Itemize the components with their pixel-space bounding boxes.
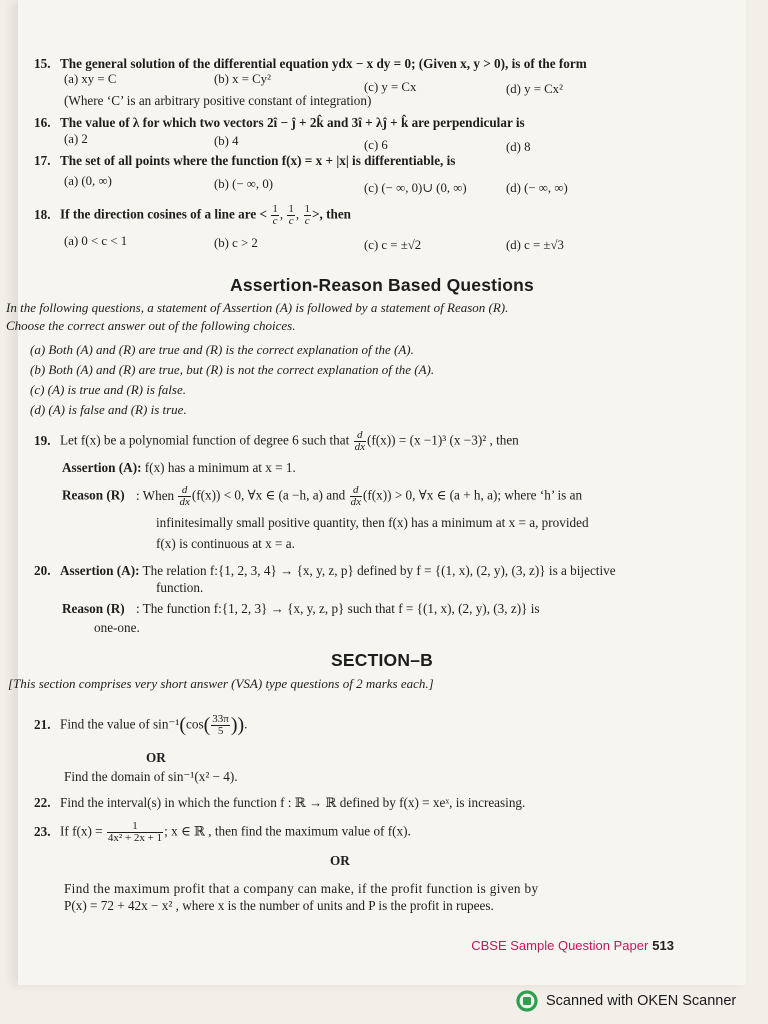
or-label: OR xyxy=(330,853,350,868)
page-number: 513 xyxy=(652,938,674,953)
question-text: The set of all points where the function f(x) = x + |x| is differentiable, is xyxy=(60,153,456,168)
question-text: The value of λ for which two vectors 2î − ĵ + 2k̂ and 3î + λĵ + k̂ are perpendicular is xyxy=(60,115,525,130)
assertion-text: f(x) has a minimum at x = 1. xyxy=(144,460,296,475)
option-d: (d) (− ∞, ∞) xyxy=(506,181,568,195)
derivative-operator: $\frac{d}{dx}$ xyxy=(179,484,190,508)
section-b-heading: SECTION–B xyxy=(331,650,433,670)
option-c: (c) 6 xyxy=(364,138,388,152)
document-page xyxy=(6,0,746,985)
option-d: (d) c = ±√3 xyxy=(506,238,564,252)
derivative-operator: $\frac{d}{dx}$ xyxy=(354,429,365,453)
choice-c: (c) (A) is true and (R) is false. xyxy=(30,382,186,397)
reason-text: (f(x)) < 0, ∀x ∈ (a −h, a) and xyxy=(191,487,346,503)
question-note: (Where ‘C’ is an arbitrary positive constant of integration) xyxy=(64,93,372,108)
option-b: (b) 4 xyxy=(214,134,239,148)
question-18: 18. If the direction cosines of a line are < $\frac{1}{c}$ , $\frac{1}{c}$ , $\frac{1}{c}$ >, then xyxy=(34,203,352,227)
option-d: (d) 8 xyxy=(506,140,531,154)
question-text-start: If the direction cosines of a line are < xyxy=(60,206,268,222)
question-21: 21. Find the value of sin⁻¹(cos( $\frac{33\pi}{5}$ )). xyxy=(34,713,248,737)
scanner-text: Scanned with OKEN Scanner xyxy=(546,993,737,1009)
choice-a: (a) Both (A) and (R) are true and (R) is the correct explanation of the (A). xyxy=(30,342,414,357)
option-b: (b) (− ∞, 0) xyxy=(214,177,273,191)
choice-b: (b) Both (A) and (R) are true, but (R) is not the correct explanation of the (A). xyxy=(30,362,435,377)
instruction-line-2: Choose the correct answer out of the following choices. xyxy=(6,318,296,333)
reason-label: Reason (R) xyxy=(62,487,125,503)
question-text: Find the interval(s) in which the function f : ℝ → ℝ defined by f(x) = xeˣ, is increasing. xyxy=(60,795,526,810)
fraction-1-over-c: $\frac{1}{c}$ xyxy=(272,203,278,227)
page-footer xyxy=(471,938,674,953)
question-number: 15. xyxy=(34,56,51,71)
option-a: (a) (0, ∞) xyxy=(64,174,112,188)
option-c: (c) c = ±√2 xyxy=(364,238,422,252)
question-text: The general solution of the differential equation ydx − x dy = 0; (Given x, y > 0), is of the form xyxy=(60,56,587,71)
oken-scanner-logo-icon xyxy=(516,990,538,1012)
question-number: 18. xyxy=(34,206,51,222)
reason-label: Reason (R) xyxy=(62,601,125,616)
question-number: 16. xyxy=(34,115,51,130)
question-number: 23. xyxy=(34,823,51,839)
reason-19-line-3: f(x) is continuous at x = a. xyxy=(156,536,295,551)
reason-19-line-1 xyxy=(62,485,582,508)
footer-label: CBSE Sample Question Paper xyxy=(471,938,649,953)
question-19 xyxy=(34,430,519,453)
fraction-33pi-over-5: $\frac{33\pi}{5}$ xyxy=(212,713,229,737)
reason-text: : The function f:{1, 2, 3} → {x, y, z, p} such that f = {(1, x), (2, y), (3, z)} is xyxy=(135,601,540,616)
question-15 xyxy=(34,55,587,72)
question-text-start: Let f(x) be a polynomial function of degree 6 such that xyxy=(60,432,350,448)
choice-d: (d) (A) is false and (R) is true. xyxy=(30,402,187,417)
question-23 xyxy=(34,821,411,844)
option-b: (b) c > 2 xyxy=(214,236,258,250)
fraction-1-over-c: $\frac{1}{c}$ xyxy=(304,203,310,227)
option-c: (c) (− ∞, 0)∪ (0, ∞) xyxy=(364,181,467,195)
option-b: (b) x = Cy² xyxy=(214,72,271,86)
question-text-end: ; x ∈ ℝ , then find the maximum value of f(x). xyxy=(164,823,411,839)
instruction-line-1: In the following questions, a statement of Assertion (A) is followed by a statement of Reason (R). xyxy=(6,300,509,315)
fraction-quadratic: $\frac{1}{\text{4x² + 2x + 1}}$ xyxy=(107,820,163,844)
reason-20-line-2: one-one. xyxy=(94,620,140,635)
option-d: (d) y = Cx² xyxy=(506,82,563,96)
question-16 xyxy=(34,114,525,131)
reason-text: : When xyxy=(135,487,175,503)
section-b-instruction: [This section comprises very short answer (VSA) type questions of 2 marks each.] xyxy=(8,676,434,691)
question-number: 19. xyxy=(34,432,51,448)
assertion-text: The relation f:{1, 2, 3, 4} → {x, y, z, p} defined by f = {(1, x), (2, y), (3, z)} is a bijective xyxy=(142,563,616,578)
scanner-watermark xyxy=(516,990,736,1012)
question-number: 21. xyxy=(34,716,51,732)
assertion-label: Assertion (A): xyxy=(62,460,142,475)
assertion-20-line-2: function. xyxy=(156,580,204,595)
question-20 xyxy=(34,563,616,579)
question-text: Find the value of sin⁻¹ xyxy=(60,716,180,732)
reason-19-line-2: infinitesimally small positive quantity, then f(x) has a minimum at x = a, provided xyxy=(156,515,589,530)
assertion-reason-heading: Assertion-Reason Based Questions xyxy=(230,275,534,295)
question-number: 17. xyxy=(34,153,51,168)
question-17 xyxy=(34,152,455,169)
option-c: (c) y = Cx xyxy=(364,80,417,94)
question-text-end: (f(x)) = (x −1)³ (x −3)² , then xyxy=(366,432,519,448)
question-22 xyxy=(34,795,525,811)
option-a: (a) 0 < c < 1 xyxy=(64,234,128,248)
assertion-19 xyxy=(62,460,296,476)
option-a: (a) xy = C xyxy=(64,72,117,86)
derivative-operator: $\frac{d}{dx}$ xyxy=(350,484,361,508)
question-text-end: >, then xyxy=(312,206,352,222)
question-23-alt-line-1: Find the maximum profit that a company can make, if the profit function is given by xyxy=(64,881,539,896)
question-number: 22. xyxy=(34,795,51,810)
reason-20 xyxy=(62,601,540,617)
question-text-start: If f(x) = xyxy=(60,823,103,839)
question-number: 20. xyxy=(34,563,51,578)
reason-text: (f(x)) > 0, ∀x ∈ (a + h, a); where ‘h’ is an xyxy=(362,487,583,503)
assertion-label: Assertion (A): xyxy=(60,563,140,578)
or-label: OR xyxy=(146,750,166,765)
question-23-alt-line-2: P(x) = 72 + 42x − x² , where x is the number of units and P is the profit in rupees. xyxy=(64,898,494,913)
option-a: (a) 2 xyxy=(64,132,88,146)
question-21-alt: Find the domain of sin⁻¹(x² − 4). xyxy=(64,769,238,784)
fraction-1-over-c: $\frac{1}{c}$ xyxy=(288,203,294,227)
